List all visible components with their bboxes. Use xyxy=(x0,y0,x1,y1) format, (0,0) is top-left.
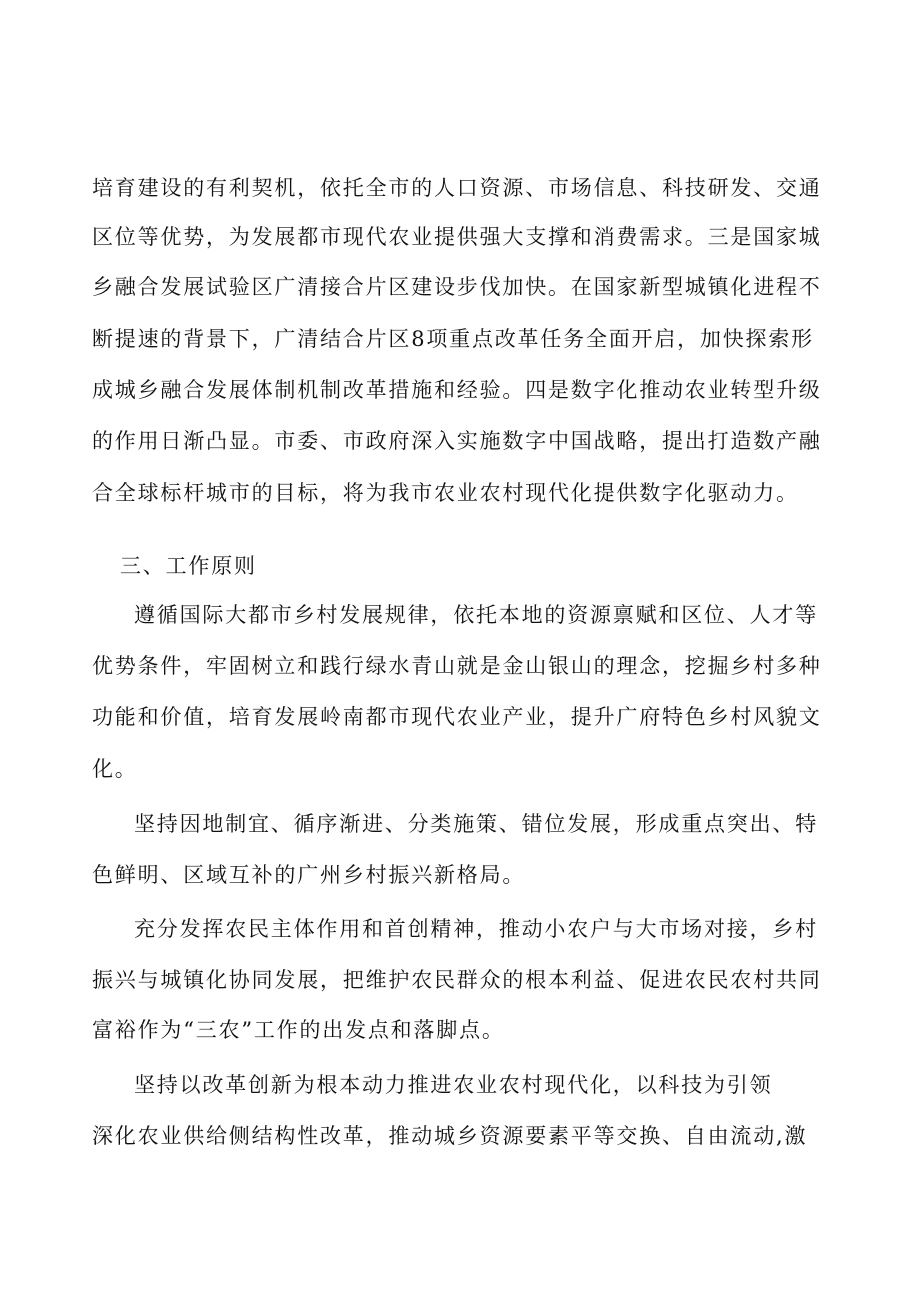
paragraph-1-line-7: 合全球标杆城市的目标，将为我市农业农村现代化提供数字化驱动力。 xyxy=(92,481,799,505)
paragraph-4-line-2: 振兴与城镇化协同发展，把维护农民群众的根本利益、促进农民农村共同 xyxy=(92,968,822,992)
paragraph-1-line-4: 断提速的背景下，广清结合片区8项重点改革任务全面开启，加快探索形 xyxy=(92,327,814,351)
paragraph-4-line-3: 富裕作为“三农”工作的出发点和落脚点。 xyxy=(92,1018,505,1042)
paragraph-3-line-1: 坚持因地制宜、循序渐进、分类施策、错位发展，形成重点突出、特 xyxy=(134,812,818,836)
paragraph-2-line-4: 化。 xyxy=(92,757,138,781)
paragraph-5-line-2: 深化农业供给侧结构性改革，推动城乡资源要素平等交换、自由流动,激 xyxy=(92,1124,808,1148)
paragraph-1-line-6: 的作用日渐凸显。市委、市政府深入实施数字中国战略，提出打造数产融 xyxy=(92,429,822,453)
paragraph-3-line-2: 色鲜明、区域互补的广州乡村振兴新格局。 xyxy=(92,863,526,887)
paragraph-2-line-3: 功能和价值，培育发展岭南都市现代农业产业，提升广府特色乡村风貌文 xyxy=(92,705,822,729)
paragraph-2-line-2: 优势条件，牢固树立和践行绿水青山就是金山银山的理念，挖掘乡村多种 xyxy=(92,654,822,678)
paragraph-2-line-1: 遵循国际大都市乡村发展规律，依托本地的资源禀赋和区位、人才等 xyxy=(134,603,818,627)
paragraph-1-line-3: 乡融合发展试验区广清接合片区建设步伐加快。在国家新型城镇化进程不 xyxy=(92,275,822,299)
paragraph-4-line-1: 充分发挥农民主体作用和首创精神，推动小农户与大市场对接，乡村 xyxy=(134,917,818,941)
paragraph-1-line-2: 区位等优势，为发展都市现代农业提供强大支撑和消费需求。三是国家城 xyxy=(92,225,822,249)
paragraph-1-line-1: 培育建设的有利契机，依托全市的人口资源、市场信息、科技研发、交通 xyxy=(92,176,822,200)
paragraph-1-line-5: 成城乡融合发展体制机制改革措施和经验。四是数字化推动农业转型升级 xyxy=(92,378,822,402)
section-heading: 三、工作原则 xyxy=(120,554,257,578)
paragraph-5-line-1: 坚持以改革创新为根本动力推进农业农村现代化，以科技为引领 xyxy=(134,1073,773,1097)
